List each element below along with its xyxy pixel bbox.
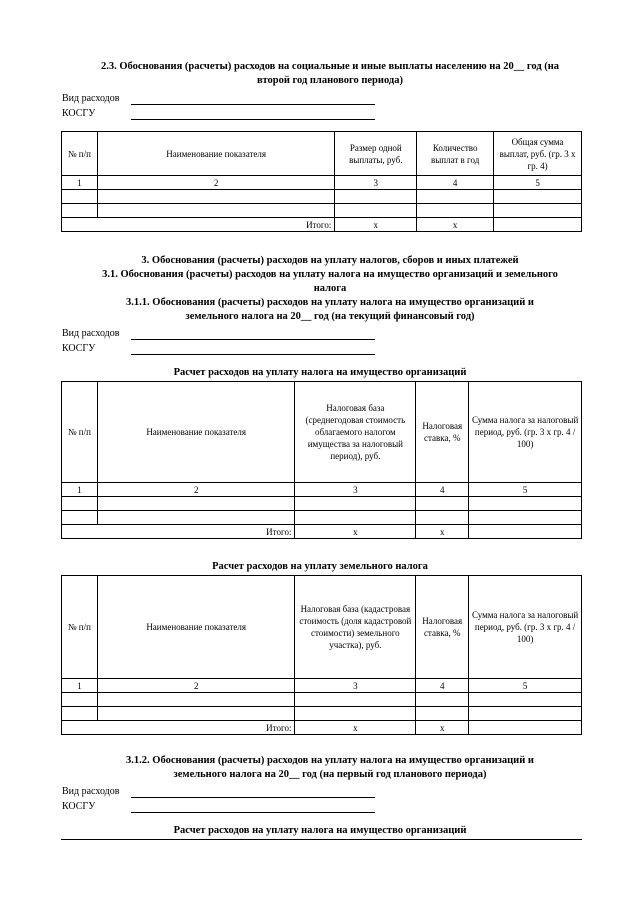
vid-raskhodov-field[interactable] xyxy=(131,797,375,798)
table-cell[interactable] xyxy=(97,693,295,707)
total-x-cell: х xyxy=(295,525,416,539)
total-x-cell: х xyxy=(335,218,417,232)
table-cell[interactable] xyxy=(295,707,416,721)
column-number: 5 xyxy=(494,176,582,190)
column-number: 2 xyxy=(97,483,295,497)
column-number: 2 xyxy=(97,176,334,190)
total-sum-cell[interactable] xyxy=(469,525,582,539)
column-number: 1 xyxy=(62,679,98,693)
column-number: 5 xyxy=(469,483,582,497)
header-cell: № п/п xyxy=(62,576,98,679)
header-cell: Наименование показателя xyxy=(97,576,295,679)
section-3-1-2-line1: 3.1.2. Обоснования (расчеты) расходов на уплату налога на имущество организаций и xyxy=(126,755,534,766)
table-cell[interactable] xyxy=(416,497,469,511)
land-tax-caption: Расчет расходов на уплату земельного налога xyxy=(212,561,428,572)
column-number: 2 xyxy=(97,679,295,693)
total-x-cell: х xyxy=(295,721,416,735)
section-2-3-heading-line1: 2.3. Обоснования (расчеты) расходов на социальные и иные выплаты населению на 20__ год (на xyxy=(100,61,560,72)
section-2-3-heading-line2: второй год планового периода) xyxy=(257,75,403,86)
table-cell[interactable] xyxy=(469,707,582,721)
table-cell[interactable] xyxy=(469,511,582,525)
header-cell: Налоговая база (среднегодовая стоимость облагаемого налогом имущества за налоговый период), руб. xyxy=(295,382,416,483)
table-cell[interactable] xyxy=(335,204,417,218)
column-number: 3 xyxy=(335,176,417,190)
header-cell: Наименование показателя xyxy=(97,132,334,176)
section-3-1-1-line2: земельного налога на 20__ год (на текущий финансовый год) xyxy=(185,311,475,322)
kosgu-field[interactable] xyxy=(131,354,375,355)
table-cell[interactable] xyxy=(295,497,416,511)
table-cell[interactable] xyxy=(494,204,582,218)
table-row xyxy=(62,707,582,721)
table-cell[interactable] xyxy=(97,190,334,204)
vid-raskhodov-field[interactable] xyxy=(131,104,375,105)
section-3-1-line2: налога xyxy=(313,283,347,294)
table-cell[interactable] xyxy=(469,497,582,511)
column-number: 3 xyxy=(295,483,416,497)
table-cell[interactable] xyxy=(62,190,98,204)
table-header-row xyxy=(62,382,582,483)
table-cell[interactable] xyxy=(494,190,582,204)
property-tax-table xyxy=(61,381,582,539)
section-2-3-heading xyxy=(40,60,620,88)
kosgu-field[interactable] xyxy=(131,119,375,120)
column-number: 3 xyxy=(295,679,416,693)
section-3-heading xyxy=(40,254,620,324)
table-cell[interactable] xyxy=(417,204,494,218)
land-tax-table xyxy=(61,575,582,735)
table-row xyxy=(62,497,582,511)
total-row xyxy=(62,525,582,539)
section-3-title: 3. Обоснования (расчеты) расходов на уплату налогов, сборов и иных платежей xyxy=(141,255,519,266)
column-number: 1 xyxy=(62,483,98,497)
total-label: Итого: xyxy=(62,525,295,539)
total-x-cell: х xyxy=(416,721,469,735)
column-numbers-row xyxy=(62,679,582,693)
total-sum-cell[interactable] xyxy=(469,721,582,735)
property-tax-caption-2: Расчет расходов на уплату налога на имущество организаций xyxy=(173,825,467,836)
table-cell[interactable] xyxy=(469,693,582,707)
kosgu-field[interactable] xyxy=(131,812,375,813)
table-row xyxy=(62,693,582,707)
table-top-border xyxy=(61,839,582,840)
total-label: Итого: xyxy=(62,721,295,735)
table-cell[interactable] xyxy=(416,707,469,721)
column-number: 5 xyxy=(469,679,582,693)
table-cell[interactable] xyxy=(417,190,494,204)
total-label: Итого: xyxy=(62,218,335,232)
total-row xyxy=(62,218,582,232)
column-number: 1 xyxy=(62,176,98,190)
table-cell[interactable] xyxy=(62,204,98,218)
table-cell[interactable] xyxy=(97,497,295,511)
vid-raskhodov-field[interactable] xyxy=(131,339,375,340)
header-cell: Наименование показателя xyxy=(97,382,295,483)
column-number: 4 xyxy=(417,176,494,190)
table-cell[interactable] xyxy=(62,707,98,721)
table-cell[interactable] xyxy=(416,693,469,707)
column-numbers-row xyxy=(62,483,582,497)
table-row xyxy=(62,190,582,204)
total-x-cell: х xyxy=(416,525,469,539)
table-cell[interactable] xyxy=(62,693,98,707)
property-tax-caption: Расчет расходов на уплату налога на имущество организаций xyxy=(173,367,467,378)
column-number: 4 xyxy=(416,483,469,497)
header-cell: № п/п xyxy=(62,382,98,483)
column-numbers-row xyxy=(62,176,582,190)
header-cell: Сумма налога за налоговый период, руб. (гр. 3 х гр. 4 / 100) xyxy=(469,576,582,679)
total-row xyxy=(62,721,582,735)
total-x-cell: х xyxy=(417,218,494,232)
header-cell: Размер одной выплаты, руб. xyxy=(335,132,417,176)
column-number: 4 xyxy=(416,679,469,693)
kosgu-label: КОСГУ xyxy=(62,108,96,119)
section-3-1-line1: 3.1. Обоснования (расчеты) расходов на уплату налога на имущество организаций и земельного xyxy=(102,269,558,280)
section-3-1-2-line2: земельного налога на 20__ год (на первый год планового периода) xyxy=(173,769,487,780)
table-cell[interactable] xyxy=(335,190,417,204)
table-cell[interactable] xyxy=(295,511,416,525)
kosgu-label: КОСГУ xyxy=(62,343,96,354)
table-cell[interactable] xyxy=(97,511,295,525)
vid-raskhodov-label: Вид расходов xyxy=(62,786,120,797)
social-payments-table xyxy=(61,131,582,232)
table-cell[interactable] xyxy=(62,497,98,511)
table-cell[interactable] xyxy=(97,707,295,721)
kosgu-label: КОСГУ xyxy=(62,801,96,812)
table-cell[interactable] xyxy=(416,511,469,525)
total-sum-cell[interactable] xyxy=(494,218,582,232)
vid-raskhodov-label: Вид расходов xyxy=(62,93,120,104)
header-cell: Общая сумма выплат, руб. (гр. 3 х гр. 4) xyxy=(494,132,582,176)
header-cell: Налоговая ставка, % xyxy=(416,576,469,679)
section-3-1-1-line1: 3.1.1. Обоснования (расчеты) расходов на уплату налога на имущество организаций и xyxy=(126,297,534,308)
header-cell: Налоговая база (кадастровая стоимость (доля кадастровой стоимости) земельного участка), руб. xyxy=(295,576,416,679)
header-cell: Налоговая ставка, % xyxy=(416,382,469,483)
vid-raskhodov-label: Вид расходов xyxy=(62,328,120,339)
table-header-row xyxy=(62,132,582,176)
table-header-row xyxy=(62,576,582,679)
header-cell: Количество выплат в год xyxy=(417,132,494,176)
table-row xyxy=(62,204,582,218)
table-cell[interactable] xyxy=(62,511,98,525)
header-cell: № п/п xyxy=(62,132,98,176)
section-3-1-2-heading xyxy=(40,754,620,782)
table-cell[interactable] xyxy=(295,693,416,707)
header-cell: Сумма налога за налоговый период, руб. (гр. 3 х гр. 4 / 100) xyxy=(469,382,582,483)
table-cell[interactable] xyxy=(97,204,334,218)
table-row xyxy=(62,511,582,525)
